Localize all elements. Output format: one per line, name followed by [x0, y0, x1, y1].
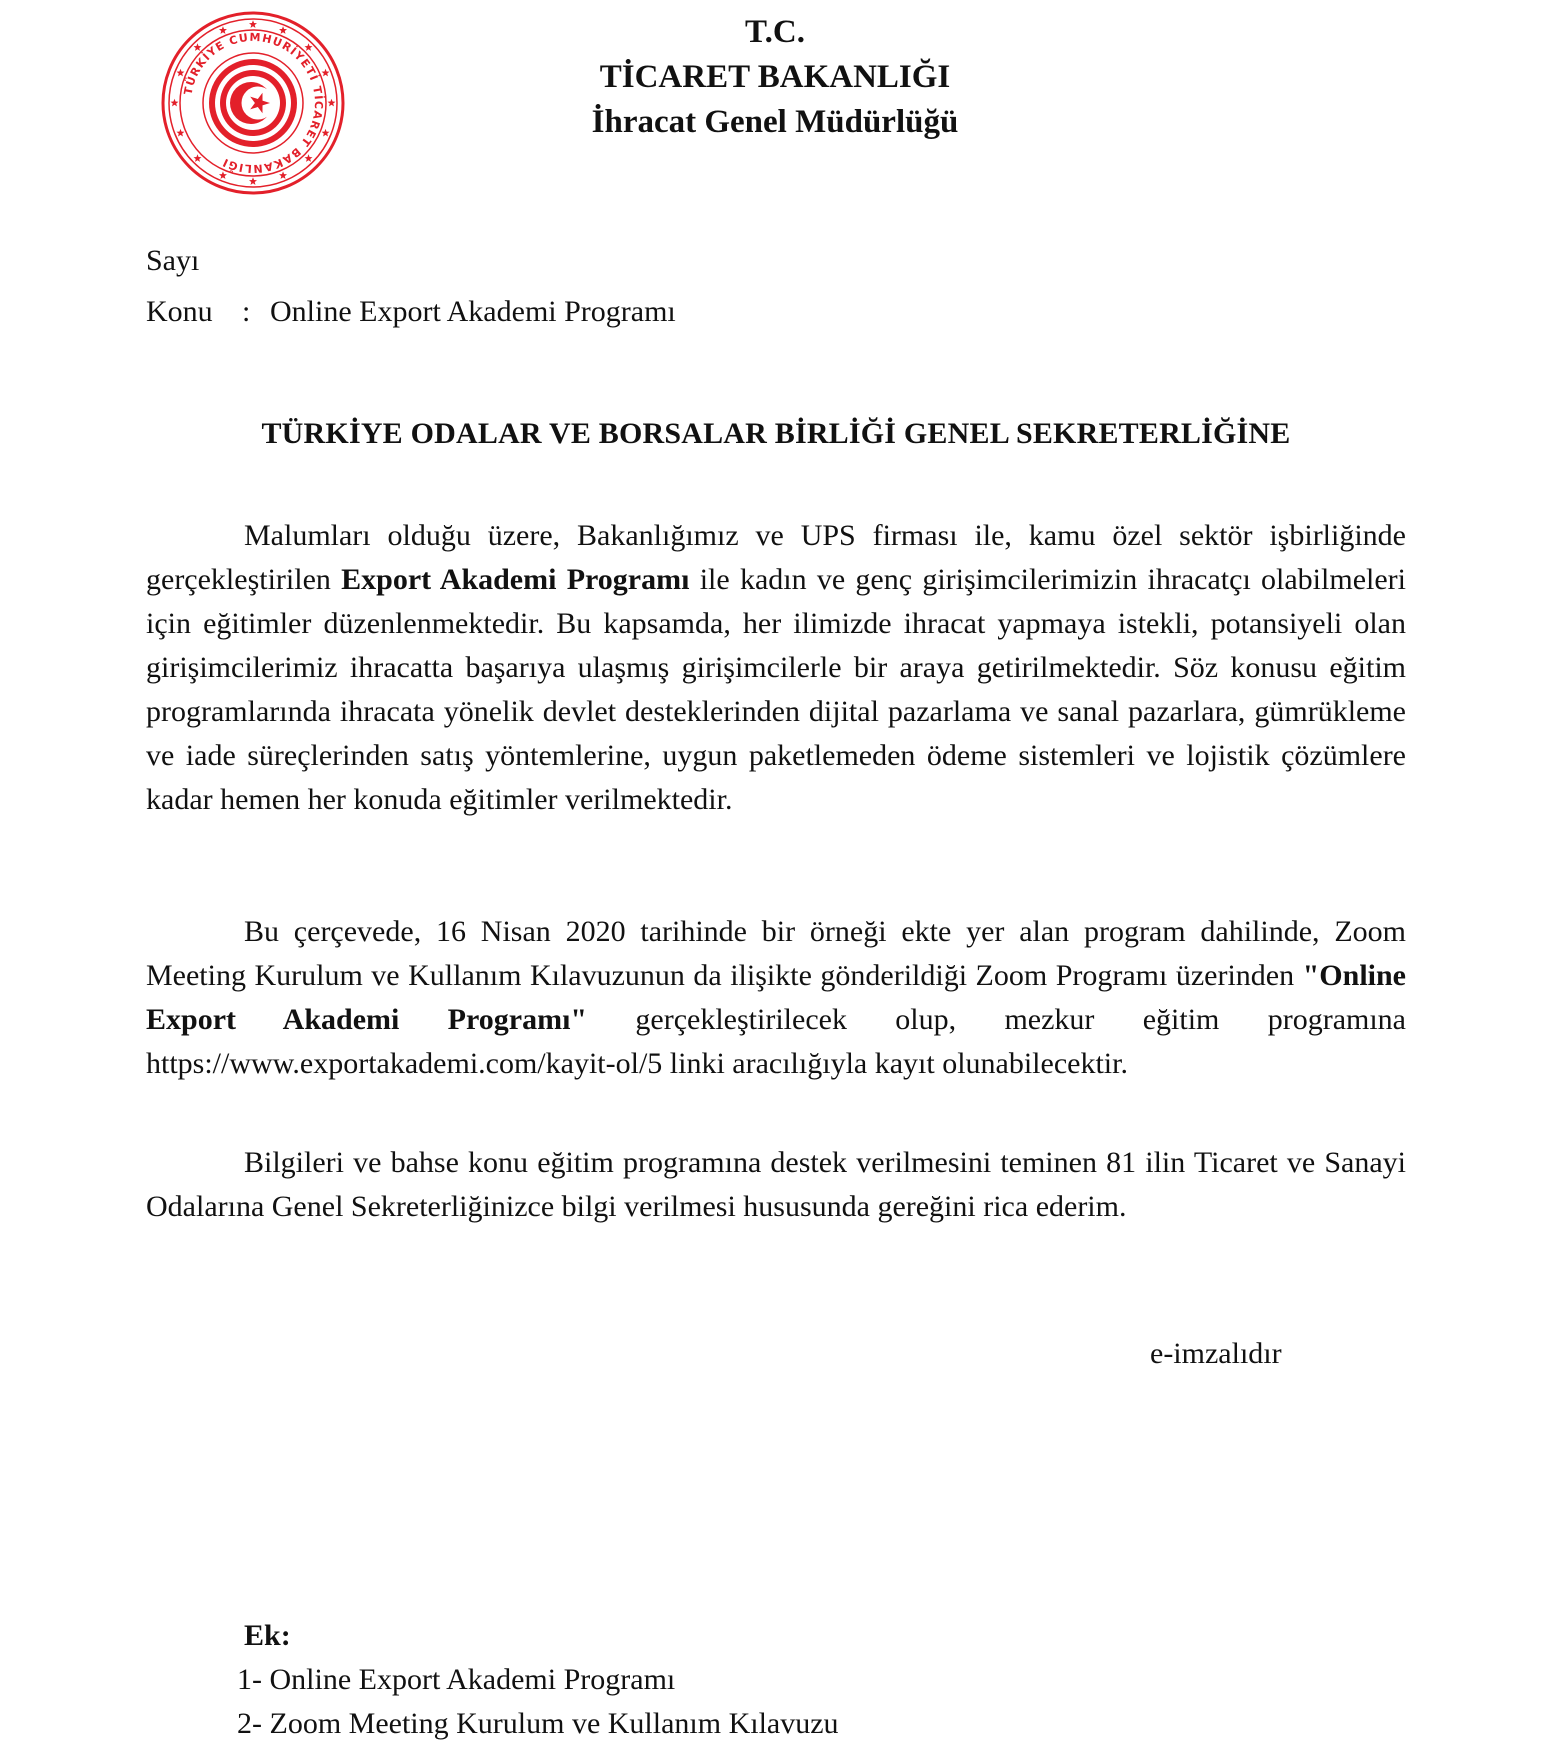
seal-star-icon — [279, 171, 287, 179]
seal-star-icon — [249, 177, 257, 185]
body-paragraph-1 — [146, 514, 1406, 822]
seal-star-icon — [194, 154, 202, 162]
p1-text-start: Malumları olduğu üzere, Bakanlığımız ve UPS firması ile, kamu özel sektör işbirliğinde gerçekleştirilen — [146, 519, 1406, 596]
attachment-item: 2- Zoom Meeting Kurulum ve Kullanım Kılavuzu — [237, 1707, 839, 1740]
seal-star-icon — [305, 154, 313, 162]
letterhead-directorate: İhracat Genel Müdürlüğü — [591, 104, 959, 140]
reference-number-label: Sayı — [146, 244, 200, 277]
seal-text: TÜRKİYE CUMHURİYETİ TİCARET BAKANLIĞI — [181, 30, 326, 176]
body-paragraph-2 — [146, 910, 1406, 1086]
e-signature-note: e-imzalıdır — [1150, 1337, 1282, 1370]
subject-line — [146, 292, 676, 332]
subject-separator: : — [242, 295, 251, 328]
p1-program-name: Export Akademi Programı — [341, 563, 690, 596]
letterhead-tc: T.C. — [745, 14, 805, 50]
letterhead-ministry: TİCARET BAKANLIĞI — [599, 59, 951, 95]
p2-program-name: "Online Export Akademi Programı" — [146, 959, 1406, 1036]
seal-star-icon — [219, 171, 227, 179]
p2-text-end: gerçekleştirilecek olup, mezkur eğitim programına https://www.exportakademi.com/kayit-ol/5 linki aracılığıyla kayıt olunabilecektir. — [146, 1003, 1406, 1080]
addressee-heading: TÜRKİYE ODALAR VE BORSALAR BİRLİĞİ GENEL SEKRETERLİĞİNE — [261, 417, 1291, 450]
attachments-title: Ek: — [244, 1619, 291, 1652]
attachment-item: 1- Online Export Akademi Programı — [237, 1663, 676, 1696]
letterhead — [0, 10, 1550, 145]
p1-text-end: ile kadın ve genç girişimcilerimizin ihracatçı olabilmeleri için eğitimler düzenlenmektedir. Bu kapsamda, her ilimizde ihracat yapmaya istekli, potansiyeli olan girişimcilerimiz ihracatta başarıya ulaşmış girişimcilerle bir araya getirilmektedir. Söz konusu eğitim programlarında ihracata yönelik devlet desteklerinden dijital pazarlama ve sanal pazarlara, gümrükleme ve iade süreçlerinden satış yöntemlerine, uygun paketlemeden ödeme sistemleri ve lojistik çözümlere kadar hemen her konuda eğitimler verilmektedir. — [146, 563, 1406, 816]
subject-label: Konu — [146, 295, 213, 328]
body-paragraph-3: Bilgileri ve bahse konu eğitim programına destek verilmesini teminen 81 ilin Ticaret ve Sanayi Odalarına Genel Sekreterliğinizce bilgi verilmesi hususunda gereğini rica ederim. — [146, 1146, 1406, 1223]
p2-text-start: Bu çerçevede, 16 Nisan 2020 tarihinde bir örneği ekte yer alan program dahilinde, Zoom Meeting Kurulum ve Kullanım Kılavuzunun da ilişikte gönderildiği Zoom Programı üzerinden — [146, 915, 1406, 992]
subject-value: Online Export Akademi Programı — [270, 295, 676, 328]
